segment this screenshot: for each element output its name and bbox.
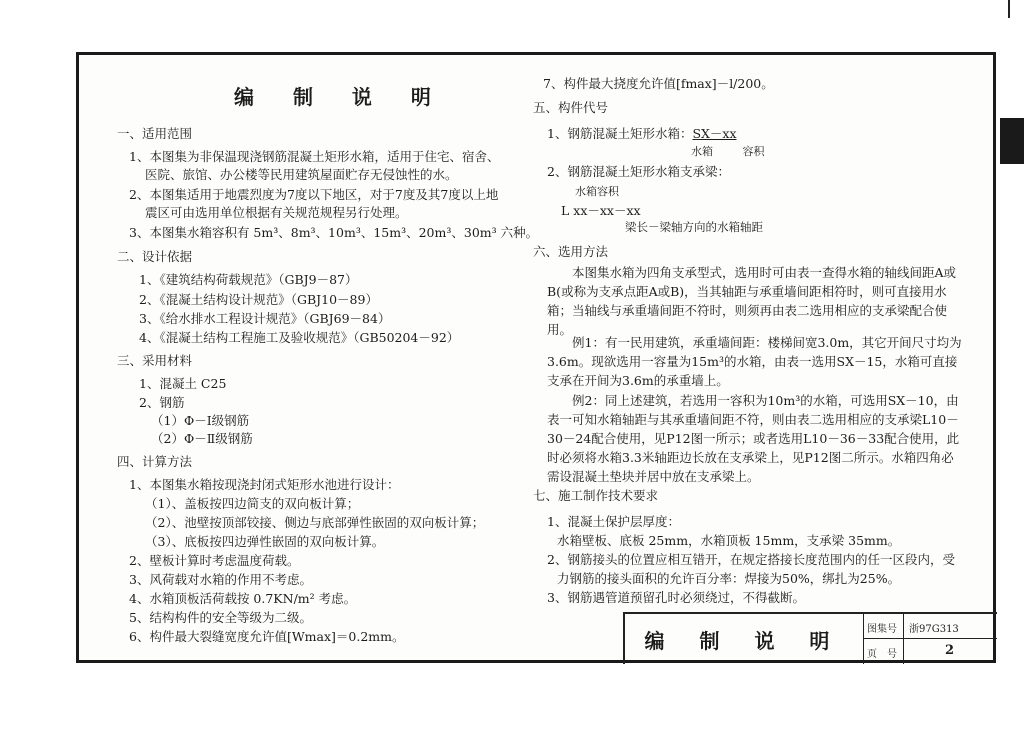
section-material-heading: 三、采用材料 <box>117 353 193 368</box>
title-block-atlas-row <box>863 614 997 639</box>
section-selection-heading: 六、选用方法 <box>533 244 609 259</box>
calc-item-4: 4、水箱顶板活荷载按 0.7KN/m² 考虑。 <box>129 591 357 606</box>
calc-item-3: 3、风荷载对水箱的作用不考虑。 <box>129 572 312 587</box>
code-item-2-sub: 水箱容积 <box>575 185 619 198</box>
basis-item-3: 3、《给水排水工程设计规范》（GBJ69－84） <box>139 311 391 326</box>
section-scope-heading: 一、适用范围 <box>117 126 193 141</box>
basis-item-4: 4、《混凝土结构工程施工及验收规范》（GB50204－92） <box>139 330 460 345</box>
scope-item-2a: 2、本图集适用于地震烈度为7度以下地区，对于7度及其7度以上地 <box>129 187 499 202</box>
scope-item-2b: 震区可由选用单位根据有关规范规程另行处理。 <box>145 205 408 220</box>
atlas-label: 图集号 <box>867 624 897 635</box>
construction-item-1a: 水箱壁板、底板 25mm，水箱顶板 15mm，支承梁 35mm。 <box>557 533 901 548</box>
basis-item-1: 1、《建筑结构荷载规范》（GBJ9－87） <box>139 272 358 287</box>
calc-item-6: 6、构件最大裂缝宽度允许值[Wmax]＝0.2mm。 <box>129 629 405 644</box>
title-block-name: 编 制 说 明 <box>625 614 864 664</box>
page-number: 2 <box>945 643 955 658</box>
code-item-1 <box>547 125 737 142</box>
selection-paragraph: 本图集水箱为四角支承型式，选用时可由表一查得水箱的轴线间距A或B(或称为支承点距A或B)，当其轴距与承重墙间距相符时，则可直接用水箱；当轴线与承重墙间距不符时，则须再由表二选用相应的支承梁配合使用。 <box>547 265 957 337</box>
material-item-2b: （2）Φ－Ⅱ级钢筋 <box>151 431 253 446</box>
calc-item-5: 5、结构构件的安全等级为二级。 <box>129 610 312 625</box>
material-item-2: 2、钢筋 <box>139 395 185 410</box>
code-item-2-code: L xx－xx－xx <box>561 203 641 218</box>
section-construction-heading: 七、施工制作技术要求 <box>533 488 659 503</box>
basis-item-2: 2、《混凝土结构设计规范》（GBJ10－89） <box>139 292 378 307</box>
section-calc-heading: 四、计算方法 <box>117 454 193 469</box>
material-item-2a: （1）Φ－Ⅰ级钢筋 <box>151 413 250 428</box>
calc-item-1b: （2）、池壁按顶部铰接、侧边与底部弹性嵌固的双向板计算； <box>145 515 485 530</box>
scope-item-1b: 医院、旅馆、办公楼等民用建筑屋面贮存无侵蚀性的水。 <box>145 167 458 182</box>
material-item-1: 1、混凝土 C25 <box>139 376 227 391</box>
selection-example-2: 例2：同上述建筑，若选用一容积为10m³的水箱，可选用SX－10，由表一可知水箱轴距与其承重墙间距不符，则由表二选用相应的支承梁L10－30－24配合使用，见P12图一所示；或者选用L10－36－33配合使用，此时必须将水箱3.3米轴距边长放在支承梁上，见P12图二所示。水箱四角必需设混凝土垫块并居中放在支承梁上。 <box>547 393 960 484</box>
code-item-1-sub-b: 容积 <box>742 145 765 158</box>
section-basis-heading: 二、设计依据 <box>117 249 193 264</box>
code-item-2-note: 梁长－梁轴方向的水箱轴距 <box>625 220 763 234</box>
code-item-2: 2、钢筋混凝土矩形水箱支承梁： <box>547 164 730 179</box>
code-item-1-label: 1、钢筋混凝土矩形水箱： <box>547 126 693 141</box>
construction-item-3: 3、钢筋遇管道预留孔时必须绕过，不得截断。 <box>547 590 805 605</box>
section-code-heading: 五、构件代号 <box>533 100 609 115</box>
title-block-page-row <box>863 639 997 664</box>
corner-tick <box>1008 0 1010 18</box>
construction-item-1: 1、混凝土保护层厚度： <box>547 514 680 529</box>
scope-item-3: 3、本图集水箱容积有 5m³、8m³、10m³、15m³、20m³、30m³ 六种。 <box>129 225 539 240</box>
drawing-sheet <box>76 52 996 663</box>
code-item-1-sub-a: 水箱 <box>691 145 713 158</box>
code-item-1-code: SX－xx <box>692 126 737 141</box>
calc-item-1c: （3）、底板按四边弹性嵌固的双向板计算。 <box>145 534 385 549</box>
title-block <box>623 612 997 664</box>
scope-item-1a: 1、本图集为非保温现浇钢筋混凝土矩形水箱，适用于住宅、宿舍、 <box>129 149 500 164</box>
construction-item-2b: 力钢筋的接头面积的允许百分率：焊接为50%，绑扎为25%。 <box>557 571 901 586</box>
page-label: 页 号 <box>867 649 897 660</box>
thumb-tab <box>1000 118 1024 164</box>
calc-item-1: 1、本图集水箱按现浇封闭式矩形水池进行设计： <box>129 477 400 492</box>
calc-item-7: 7、构件最大挠度允许值[fmax]－l/200。 <box>543 76 774 91</box>
code-item-1-sub <box>691 143 765 160</box>
selection-example-1: 例1：有一民用建筑，承重墙间距：楼梯间宽3.0m，其它开间尺寸均为3.6m。现欲选用一容量为15m³的水箱，由表一选用SX－15，水箱可直接支承在开间为3.6m的承重墙上。 <box>547 335 962 388</box>
calc-item-2: 2、壁板计算时考虑温度荷载。 <box>129 553 300 568</box>
atlas-number: 浙97G313 <box>909 624 959 635</box>
calc-item-1a: （1）、盖板按四边简支的双向板计算； <box>145 496 360 511</box>
page-title: 编 制 说 明 <box>234 85 447 109</box>
construction-item-2a: 2、钢筋接头的位置应相互错开，在规定搭接长度范围内的任一区段内，受 <box>547 552 955 567</box>
